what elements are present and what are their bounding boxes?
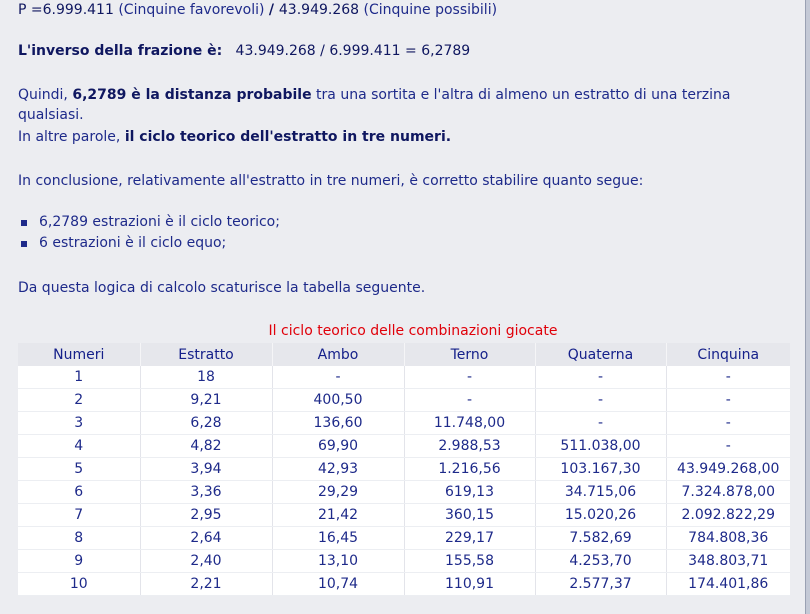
header-terno: Terno <box>404 343 535 366</box>
cell-estratto: 2,21 <box>140 573 272 596</box>
cell-numeri: 8 <box>18 527 140 550</box>
cell-terno: 619,13 <box>404 481 535 504</box>
altre-paragraph <box>18 127 451 147</box>
inverse-value: 43.949.268 / 6.999.411 = 6,2789 <box>222 43 471 59</box>
cell-numeri: 3 <box>18 412 140 435</box>
table-header-row <box>18 343 790 366</box>
cell-terno: - <box>404 389 535 412</box>
cell-quaterna: 103.167,30 <box>535 458 666 481</box>
cell-numeri: 7 <box>18 504 140 527</box>
cell-quaterna: - <box>535 389 666 412</box>
cell-estratto: 6,28 <box>140 412 272 435</box>
cell-ambo: 400,50 <box>272 389 404 412</box>
cell-cinquina: 43.949.268,00 <box>666 458 790 481</box>
square-bullet-icon <box>21 241 27 247</box>
cell-terno: 11.748,00 <box>404 412 535 435</box>
cell-ambo: 29,29 <box>272 481 404 504</box>
cell-ambo: 16,45 <box>272 527 404 550</box>
table-row <box>18 550 790 573</box>
cell-estratto: 3,94 <box>140 458 272 481</box>
cell-cinquina: 348.803,71 <box>666 550 790 573</box>
inverse-line <box>18 41 470 61</box>
cell-estratto: 9,21 <box>140 389 272 412</box>
cell-numeri: 10 <box>18 573 140 596</box>
probability-line <box>18 0 497 20</box>
table-row <box>18 366 790 389</box>
cell-ambo: 42,93 <box>272 458 404 481</box>
cell-estratto: 2,40 <box>140 550 272 573</box>
quindi-text-1: Quindi, <box>18 87 73 103</box>
square-bullet-icon <box>21 220 27 226</box>
favorable-note: (Cinquine favorevoli) <box>113 2 269 18</box>
cell-estratto: 18 <box>140 366 272 389</box>
table-row <box>18 504 790 527</box>
cell-estratto: 3,36 <box>140 481 272 504</box>
cell-cinquina: - <box>666 412 790 435</box>
cell-estratto: 2,64 <box>140 527 272 550</box>
cell-numeri: 5 <box>18 458 140 481</box>
altre-text: In altre parole, <box>18 129 125 145</box>
cell-ambo: - <box>272 366 404 389</box>
cell-estratto: 4,82 <box>140 435 272 458</box>
table-row <box>18 458 790 481</box>
header-cinquina: Cinquina <box>666 343 790 366</box>
header-quaterna: Quaterna <box>535 343 666 366</box>
cell-cinquina: 174.401,86 <box>666 573 790 596</box>
cell-terno: 1.216,56 <box>404 458 535 481</box>
quindi-paragraph <box>18 85 778 125</box>
probability-prefix: P = <box>18 2 43 18</box>
cell-quaterna: 2.577,37 <box>535 573 666 596</box>
cell-terno: 110,91 <box>404 573 535 596</box>
header-numeri: Numeri <box>18 343 140 366</box>
list-item <box>18 212 280 233</box>
cell-cinquina: 784.808,36 <box>666 527 790 550</box>
cell-numeri: 4 <box>18 435 140 458</box>
cell-ambo: 10,74 <box>272 573 404 596</box>
possible-note: (Cinquine possibili) <box>359 2 498 18</box>
bullet-list <box>18 212 280 254</box>
cell-quaterna: 34.715,06 <box>535 481 666 504</box>
cell-numeri: 2 <box>18 389 140 412</box>
header-estratto: Estratto <box>140 343 272 366</box>
list-item <box>18 233 280 254</box>
cell-ambo: 69,90 <box>272 435 404 458</box>
conclusion-paragraph: In conclusione, relativamente all'estratto in tre numeri, è corretto stabilire quanto segue: <box>18 173 644 189</box>
cell-cinquina: - <box>666 389 790 412</box>
cell-ambo: 21,42 <box>272 504 404 527</box>
bullet-text: 6 estrazioni è il ciclo equo; <box>39 235 227 251</box>
cell-cinquina: - <box>666 435 790 458</box>
table-row <box>18 481 790 504</box>
cell-cinquina: 7.324.878,00 <box>666 481 790 504</box>
table-row <box>18 573 790 596</box>
cell-quaterna: 15.020,26 <box>535 504 666 527</box>
cell-terno: 2.988,53 <box>404 435 535 458</box>
cell-quaterna: 7.582,69 <box>535 527 666 550</box>
cell-terno: - <box>404 366 535 389</box>
cell-terno: 155,58 <box>404 550 535 573</box>
table-row <box>18 527 790 550</box>
bullet-text: 6,2789 estrazioni è il ciclo teorico; <box>39 214 280 230</box>
cycle-table <box>18 343 790 596</box>
cell-ambo: 13,10 <box>272 550 404 573</box>
cell-numeri: 6 <box>18 481 140 504</box>
cell-quaterna: 511.038,00 <box>535 435 666 458</box>
quindi-bold: 6,2789 è la distanza probabile <box>72 87 312 103</box>
inverse-label: L'inverso della frazione è: <box>18 43 223 59</box>
cell-ambo: 136,60 <box>272 412 404 435</box>
cell-cinquina: - <box>666 366 790 389</box>
window-edge <box>805 0 810 614</box>
cell-numeri: 1 <box>18 366 140 389</box>
favorable-count: 6.999.411 <box>42 2 114 18</box>
cell-terno: 229,17 <box>404 527 535 550</box>
possible-count: 43.949.268 <box>278 2 360 18</box>
cell-cinquina: 2.092.822,29 <box>666 504 790 527</box>
table-row <box>18 412 790 435</box>
cell-quaterna: 4.253,70 <box>535 550 666 573</box>
fraction-slash: / <box>268 2 279 18</box>
table-title: Il ciclo teorico delle combinazioni giocate <box>268 323 558 339</box>
header-ambo: Ambo <box>272 343 404 366</box>
cell-numeri: 9 <box>18 550 140 573</box>
table-row <box>18 389 790 412</box>
cell-terno: 360,15 <box>404 504 535 527</box>
cell-estratto: 2,95 <box>140 504 272 527</box>
cell-quaterna: - <box>535 412 666 435</box>
cell-quaterna: - <box>535 366 666 389</box>
table-row <box>18 435 790 458</box>
table-intro: Da questa logica di calcolo scaturisce la tabella seguente. <box>18 280 426 296</box>
altre-bold: il ciclo teorico dell'estratto in tre numeri. <box>124 129 452 145</box>
quindi-text-2: tra una sortita e l'altra di almeno un estratto di una terzina qualsiasi. <box>18 87 731 123</box>
